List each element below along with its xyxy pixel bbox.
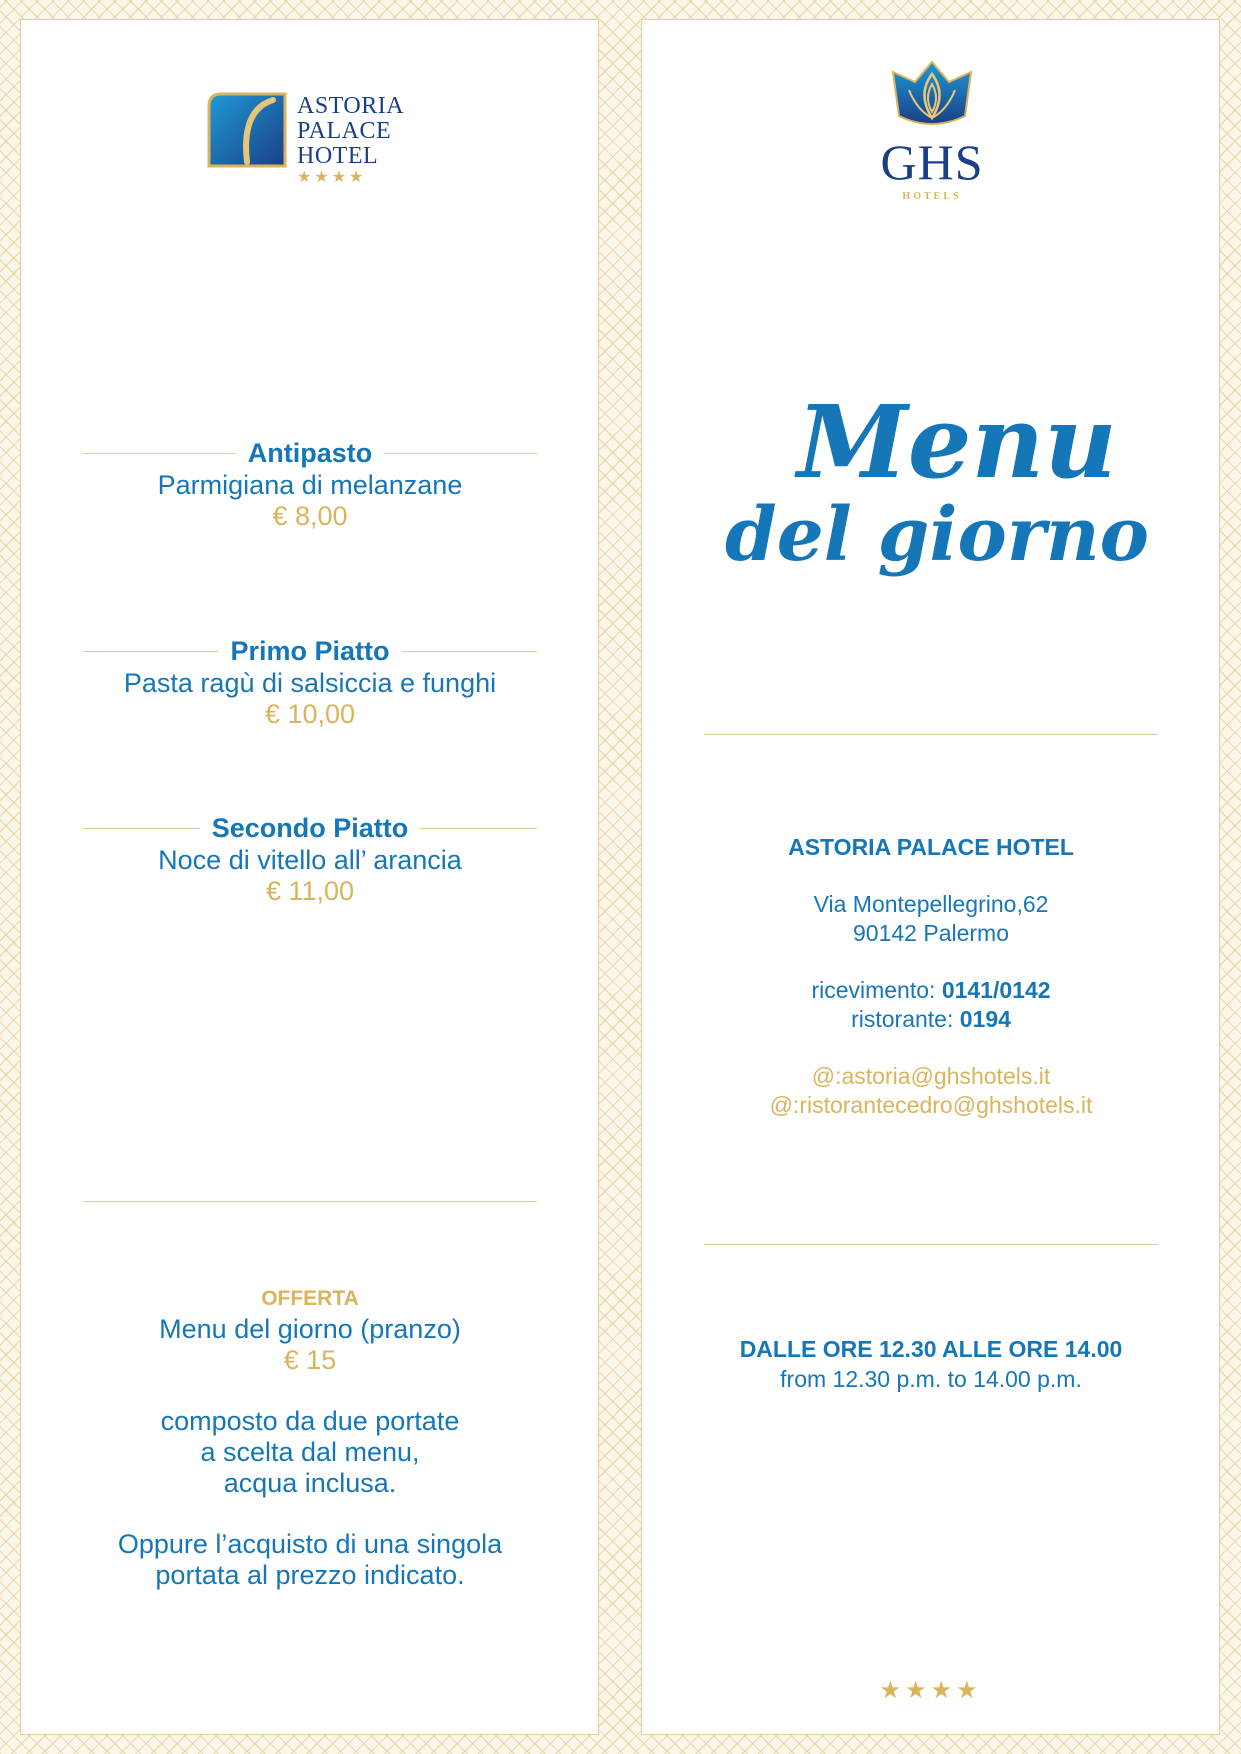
course-primo-piatto <box>83 634 537 730</box>
hotel-name: ASTORIA PALACE HOTEL <box>788 834 1074 860</box>
astoria-emblem-icon <box>207 90 287 170</box>
offer-description-2: a scelta dal menu, <box>200 1437 420 1467</box>
offer-label: OFFERTA <box>261 1287 359 1310</box>
course-price: € 10,00 <box>264 699 356 729</box>
restaurant-phone <box>704 1005 1158 1034</box>
course-dish: Noce di vitello all’ arancia <box>158 845 462 875</box>
reception-phone <box>704 976 1158 1005</box>
astoria-hotel-name <box>297 94 404 169</box>
course-dish: Pasta ragù di salsiccia e funghi <box>123 668 497 698</box>
address-line-2: 90142 Palermo <box>853 920 1009 946</box>
astoria-line-1: ASTORIA <box>297 93 405 119</box>
email-ristorante[interactable] <box>704 1091 1158 1120</box>
reception-label: ricevimento: <box>811 977 942 1003</box>
course-antipasto <box>83 436 537 532</box>
course-header <box>83 436 537 470</box>
cover-panel <box>641 19 1220 1735</box>
section-divider <box>704 1244 1158 1245</box>
contact-info <box>704 832 1158 1120</box>
spacer <box>704 1034 1158 1062</box>
email-address[interactable]: astoria@ghshotels.it <box>841 1063 1051 1089</box>
offer-alternative-1: Oppure l’acquisto di una singola <box>117 1529 503 1559</box>
menu-title <box>702 383 1172 578</box>
offer-description-1: composto da due portate <box>160 1406 460 1436</box>
ghs-subtitle: HOTELS <box>902 191 962 202</box>
course-price: € 8,00 <box>272 501 348 531</box>
section-divider <box>83 1201 537 1202</box>
spacer <box>704 948 1158 976</box>
astoria-line-2: PALACE <box>297 118 392 144</box>
course-title: Antipasto <box>236 438 385 468</box>
course-title: Secondo Piatto <box>200 813 421 843</box>
course-dish: Parmigiana di melanzane <box>157 470 463 500</box>
menu-title-line-1: Menu <box>797 383 1117 501</box>
course-price: € 11,00 <box>265 876 355 906</box>
spacer <box>704 862 1158 890</box>
ghs-hotels-logo <box>865 40 999 205</box>
astoria-line-3: HOTEL <box>297 143 379 169</box>
restaurant-number: 0194 <box>959 1006 1011 1032</box>
menu-title-line-2: del giorno <box>724 492 1150 578</box>
section-divider <box>704 734 1158 735</box>
astoria-palace-hotel-logo <box>207 72 447 192</box>
email-astoria[interactable] <box>704 1062 1158 1091</box>
hours-english: from 12.30 p.m. to 14.00 p.m. <box>780 1366 1082 1392</box>
email-prefix: @: <box>811 1063 842 1089</box>
lotus-crown-icon <box>887 60 977 130</box>
course-header <box>83 634 537 668</box>
opening-hours <box>704 1334 1158 1394</box>
menu-items-panel <box>20 19 599 1735</box>
offer-name: Menu del giorno (pranzo) <box>159 1314 461 1344</box>
spacer <box>83 1376 537 1406</box>
restaurant-label: ristorante: <box>851 1006 960 1032</box>
course-header <box>83 811 537 845</box>
hotel-stars-rating: ★★★★ <box>297 169 367 186</box>
ghs-name: GHS <box>880 134 984 190</box>
spacer <box>83 1499 537 1529</box>
address-line-1: Via Montepellegrino,62 <box>813 891 1049 917</box>
offer-price: € 15 <box>283 1345 337 1375</box>
hours-italian: DALLE ORE 12.30 ALLE ORE 14.00 <box>739 1336 1123 1362</box>
email-address[interactable]: ristorantecedro@ghshotels.it <box>799 1092 1093 1118</box>
bottom-stars-rating: ★★★★ <box>879 1677 982 1704</box>
offer-description-3: acqua inclusa. <box>223 1468 397 1498</box>
offer-alternative-2: portata al prezzo indicato. <box>155 1560 465 1590</box>
email-prefix: @: <box>769 1092 800 1118</box>
reception-number: 0141/0142 <box>941 977 1051 1003</box>
course-title: Primo Piatto <box>218 636 401 666</box>
course-secondo-piatto <box>83 811 537 907</box>
offer-section <box>83 1284 537 1591</box>
